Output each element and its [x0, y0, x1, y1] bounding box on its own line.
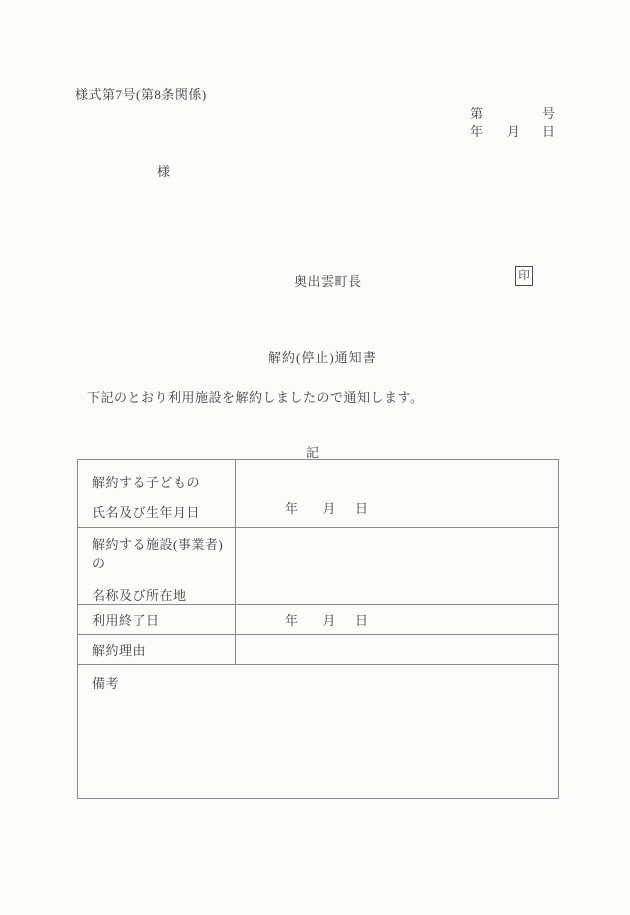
form-table — [77, 459, 559, 799]
row-label-end-date: 利用終了日 — [78, 605, 236, 635]
header-date-year-label: 年 — [470, 124, 484, 139]
date-year-label: 年 — [285, 501, 299, 516]
date-day-label: 日 — [355, 501, 369, 516]
table-row-reason — [78, 635, 559, 665]
table-row-facility — [78, 528, 559, 605]
body-text: 下記のとおり利用施設を解約しましたので通知します。 — [87, 390, 424, 405]
date-day-label: 日 — [355, 613, 369, 628]
row-label-line2: 氏名及び生年月日 — [92, 505, 201, 520]
table-row-child-name — [78, 460, 559, 528]
date-year-label: 年 — [285, 613, 299, 628]
row-label-facility — [78, 528, 236, 605]
doc-number-suffix: 号 — [542, 106, 556, 121]
section-marker: 記 — [306, 445, 320, 460]
doc-number-prefix: 第 — [470, 106, 484, 121]
row-label-child-name — [78, 460, 236, 528]
row-value-facility — [236, 528, 559, 605]
document-title: 解約(停止)通知書 — [268, 350, 377, 365]
row-value-reason — [236, 635, 559, 665]
addressee-honorific: 様 — [157, 164, 171, 179]
row-label-line1: 解約する子どもの — [92, 475, 201, 490]
date-month-label: 月 — [322, 501, 337, 516]
row-label-line1: 解約する施設(事業者)の — [92, 537, 224, 571]
row-label-line2: 名称及び所在地 — [92, 588, 187, 603]
header-date-month-label: 月 — [507, 124, 521, 139]
header-date-day-label: 日 — [542, 124, 556, 139]
row-value-end-date — [236, 605, 559, 635]
table-row-end-date — [78, 605, 559, 635]
row-label-remarks: 備考 — [78, 665, 559, 799]
date-month-label: 月 — [322, 613, 337, 628]
row-value-child-birthdate — [236, 460, 559, 528]
row-label-reason: 解約理由 — [78, 635, 236, 665]
sender-title: 奥出雲町長 — [294, 274, 362, 289]
form-number: 様式第7号(第8条関係) — [75, 87, 207, 102]
table-row-remarks — [78, 665, 559, 799]
seal-mark: 印 — [515, 266, 533, 286]
